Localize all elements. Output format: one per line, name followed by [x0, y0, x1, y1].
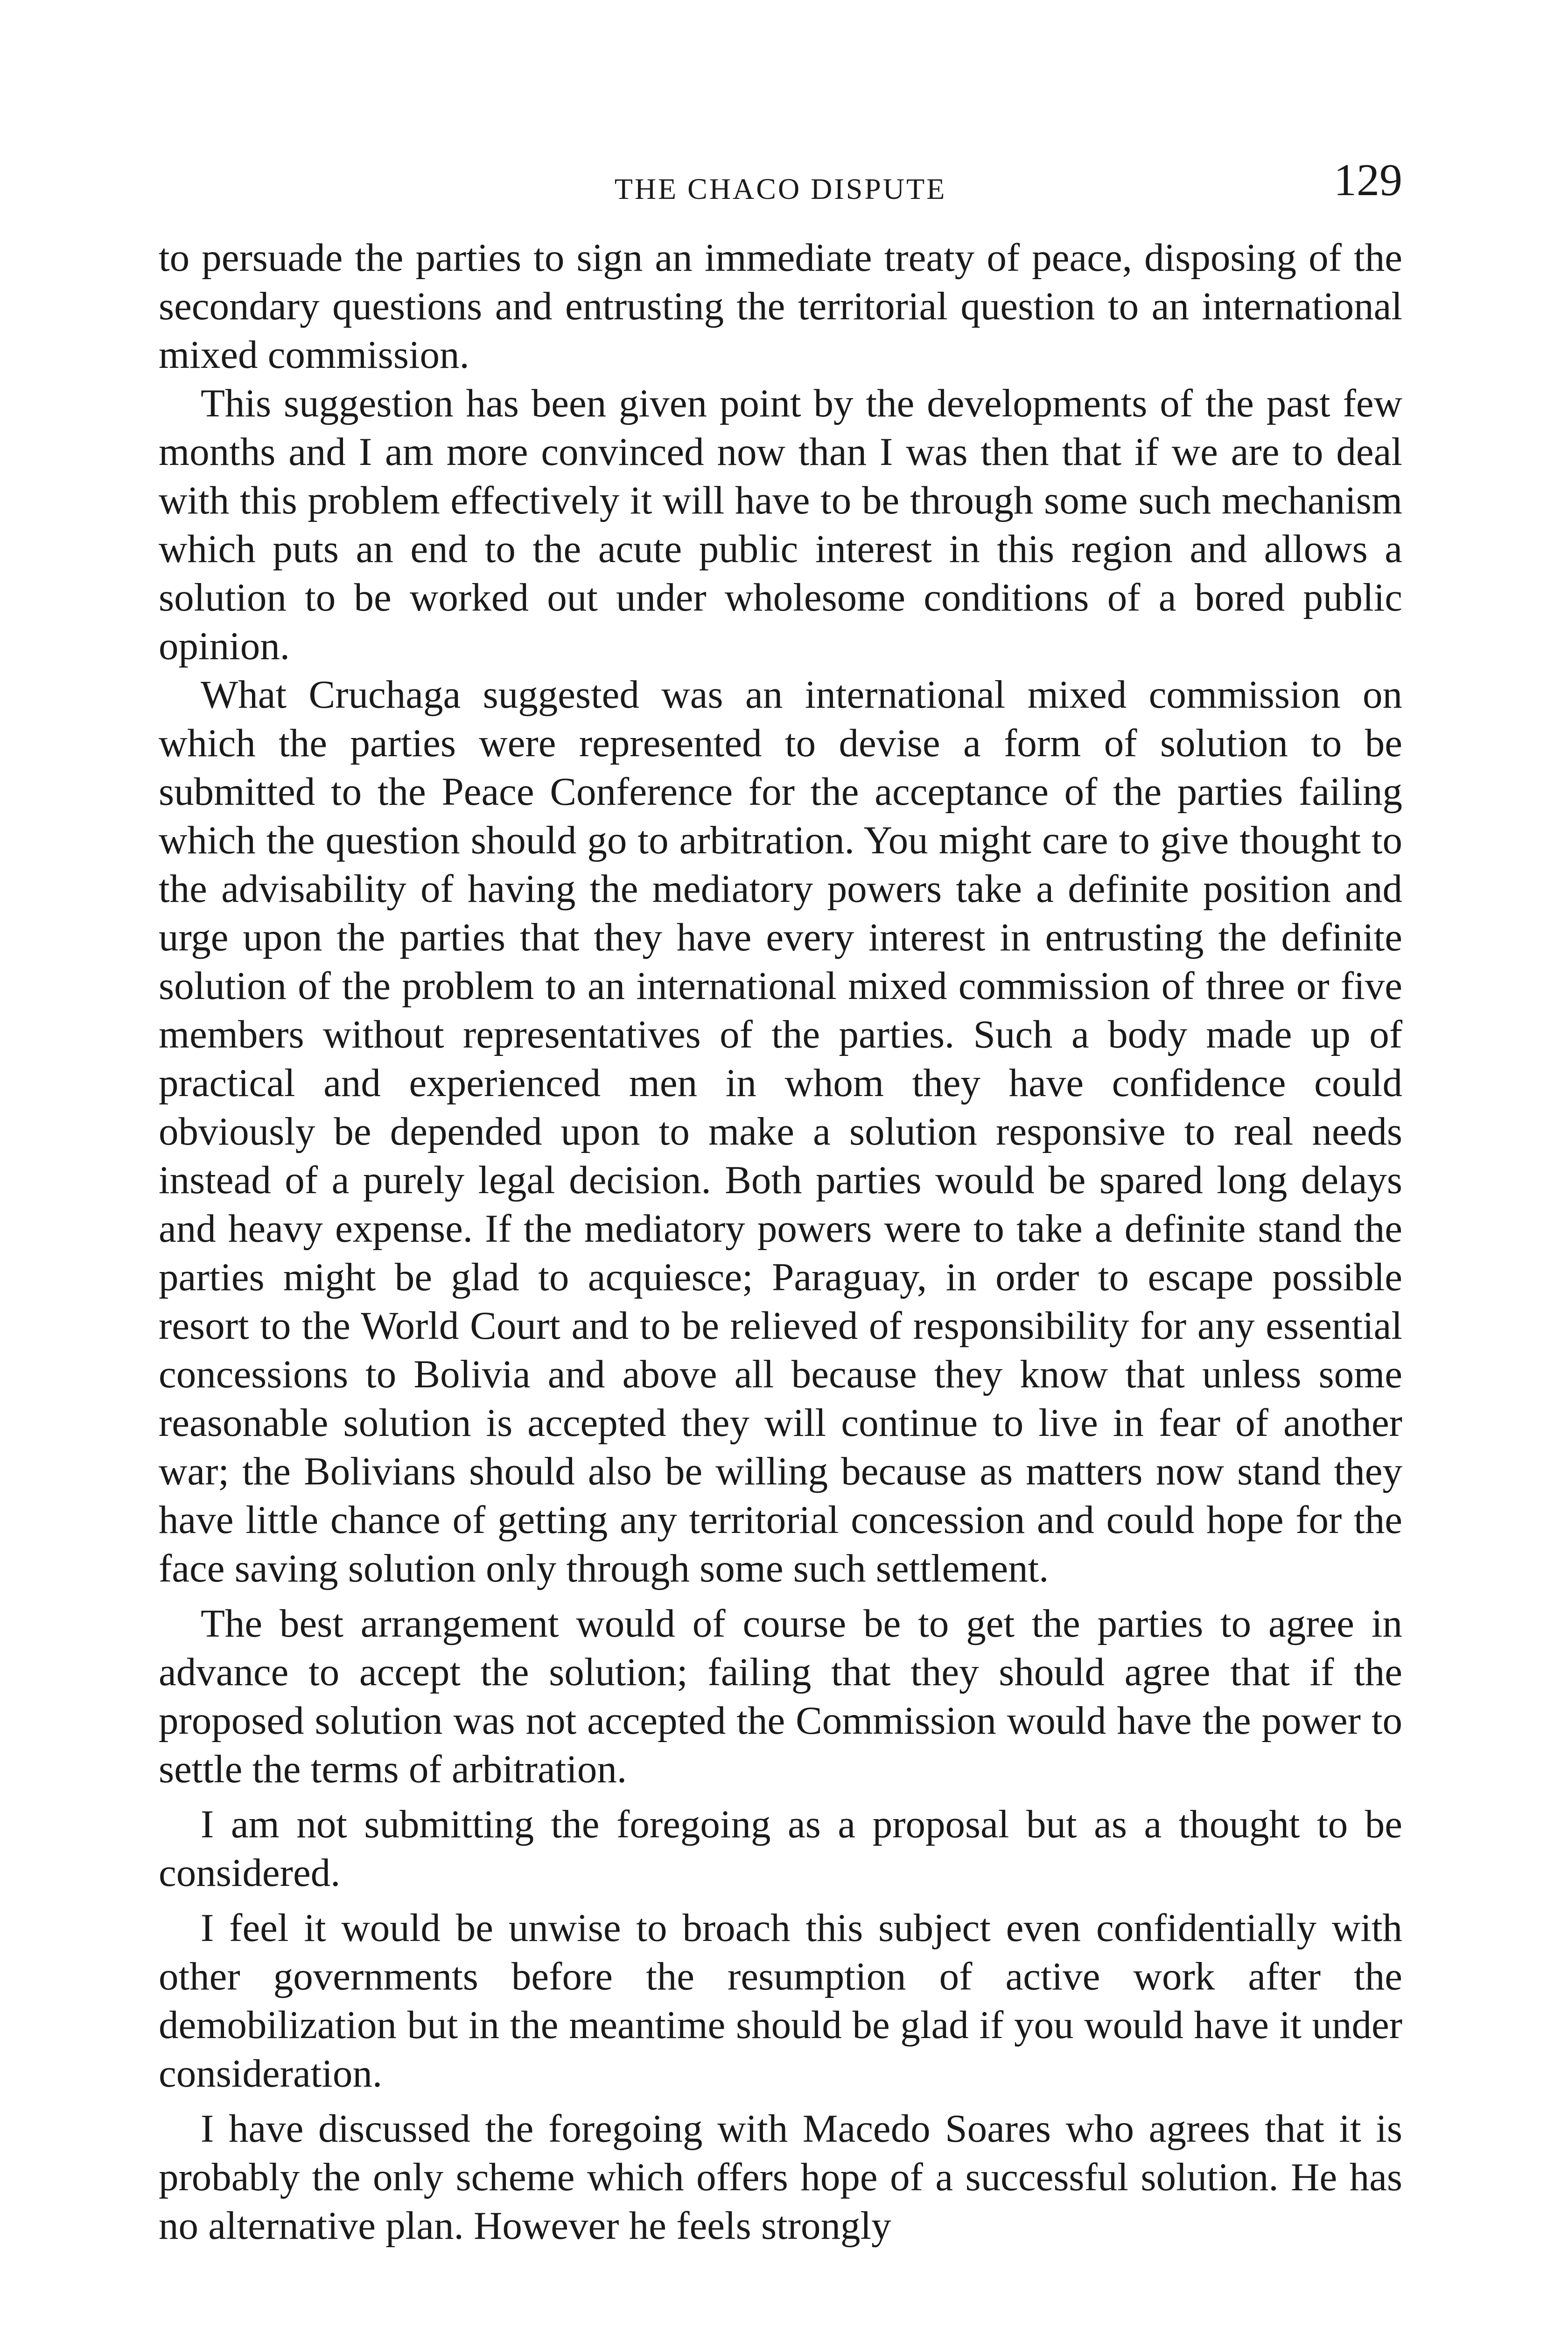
paragraph-continued: to persuade the parties to sign an immediate treaty of peace, disposing of the secondary questions and entrusting the territorial question to an international mixed commission. — [159, 236, 1402, 377]
paragraph: This suggestion has been given point by the developments of the past few months and I am more convinced now than I was then that if we are to deal with this problem effectively it will have to be through some such mechanism which puts an end to the acute public interest in this region and allows a solution to be worked out under wholesome conditions of a bored public opinion. — [159, 381, 1402, 668]
paragraph: I have discussed the foregoing with Macedo Soares who agrees that it is probably the only scheme which offers hope of a successful solution. He has no alternative plan. However he feels strongly — [159, 2107, 1402, 2248]
paragraph: What Cruchaga suggested was an international mixed commission on which the parties were represented to devise a form of solution to be submitted to the Peace Conference for the acceptance of the parties failing which the question should go to arbitration. You might care to give thought to the advisability of having the mediatory powers take a definite position and urge upon the parties that they have every interest in entrusting the definite solution of the problem to an international mixed commission of three or five members without representatives of the parties. Such a body made up of practical and experienced men in whom they have confidence could obviously be depended upon to make a solution responsive to real needs instead of a purely legal decision. Both parties would be spared long delays and heavy expense. If the mediatory powers were to take a definite stand the parties might be glad to acquiesce; Paraguay, in order to escape possible resort to the World Court and to be relieved of responsibility for any essential concessions to Bolivia and above all because they know that unless some reasonable solution is accepted they will continue to live in fear of another war; the Bolivians should also be willing because as matters now stand they have little chance of getting any territorial concession and could hope for the face saving solution only through some such settlement. — [159, 673, 1402, 1590]
body-text — [159, 233, 1402, 2250]
running-head: THE CHACO DISPUTE — [614, 172, 947, 205]
paragraph: I feel it would be unwise to broach this subject even confidentially with other governments before the resumption of active work after the demobilization but in the meantime should be glad if you would have it under consideration. — [159, 1906, 1402, 2095]
paragraph: I am not submitting the foregoing as a proposal but as a thought to be considered. — [159, 1802, 1402, 1895]
page-number: 129 — [1334, 155, 1402, 205]
paragraph: The best arrangement would of course be to get the parties to agree in advance to accept the solution; failing that they should agree that if the proposed solution was not accepted the Commission would have the power to settle the terms of arbitration. — [159, 1602, 1402, 1791]
page-header — [159, 154, 1402, 215]
